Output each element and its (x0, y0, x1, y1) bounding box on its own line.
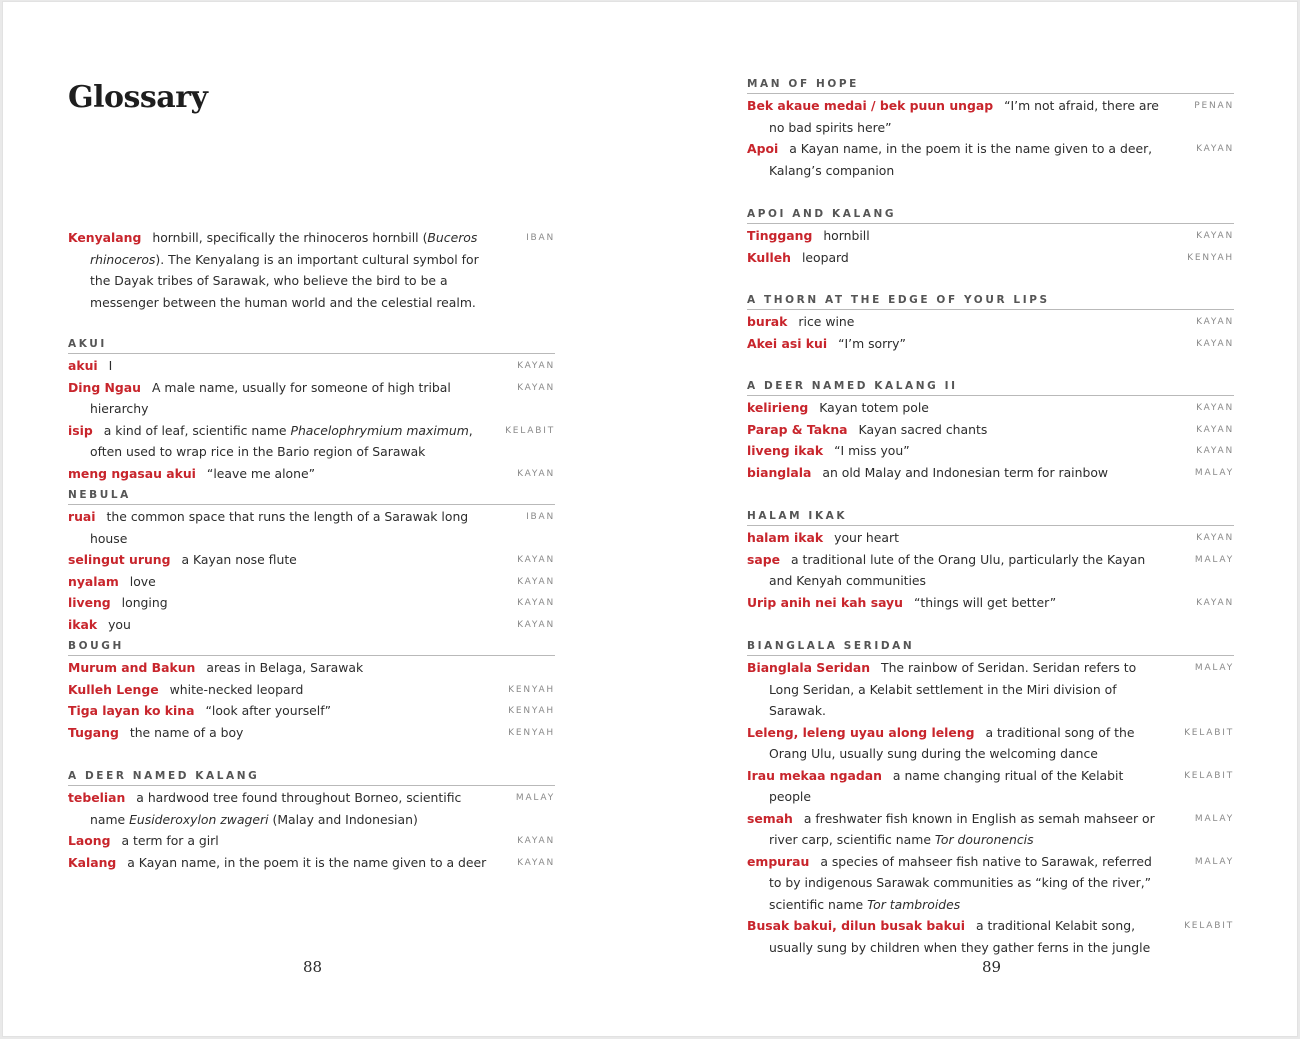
glossary-entry (747, 225, 1234, 247)
entry-definition: “I miss you” (834, 443, 910, 458)
entry-definition: a Kayan name, in the poem it is the name given to a deer (127, 854, 487, 870)
entry-definition: a freshwater fish known in English as semah mahseer or river carp, scientific name Tor douronencis (769, 810, 1155, 847)
page-number: 88 (303, 958, 323, 976)
entry-definition: rice wine (798, 314, 855, 329)
entry-language: KELABIT (1184, 770, 1234, 781)
entry-definition: Kayan sacred chants (858, 421, 988, 437)
entry-language: IBAN (526, 512, 555, 522)
entry-term: tebelian (68, 790, 126, 805)
entry-term: sape (747, 551, 781, 567)
entry-term: Ding Ngau (68, 379, 141, 395)
entry-definition: “look after yourself” (205, 703, 332, 718)
entry-term: ikak (68, 616, 98, 632)
entry-term: Tugang (68, 724, 119, 740)
entry-definition: longing (121, 595, 168, 610)
entry-language: KAYAN (517, 576, 555, 587)
section-heading: NEBULA (68, 488, 555, 505)
entry-language: KAYAN (517, 468, 555, 479)
entry-term: Laong (68, 833, 111, 848)
section-halam-ikak (747, 509, 1234, 613)
entry-term: kelirieng (747, 400, 809, 415)
entry-language: KENYAH (508, 727, 555, 738)
glossary-entry (68, 592, 555, 614)
section-bough (68, 639, 555, 743)
glossary-entry (747, 397, 1234, 419)
section-heading: A THORN AT THE EDGE OF YOUR LIPS (747, 293, 1234, 310)
entry-language: KAYAN (1196, 446, 1234, 456)
entry-language: KAYAN (1196, 338, 1234, 349)
glossary-entry (68, 679, 555, 701)
entry-language: KAYAN (517, 382, 555, 393)
glossary-entry (68, 722, 555, 744)
entry-language: KENYAH (1187, 252, 1234, 263)
entry-language: KAYAN (1196, 533, 1234, 543)
glossary-entry (68, 852, 555, 874)
entry-definition: an old Malay and Indonesian term for rainbow (822, 464, 1109, 480)
glossary-entry (747, 419, 1234, 441)
entry-definition: a traditional Kelabit song, usually sung by children when they gather ferns in the jungle (769, 918, 1151, 955)
section-a-thorn-at-the-edge-of-your-lips (747, 293, 1234, 354)
entry-definition: love (129, 573, 156, 589)
entry-term: nyalam (68, 573, 119, 589)
glossary-entry (747, 247, 1234, 269)
section-akui (68, 337, 555, 484)
entry-definition: a term for a girl (121, 833, 219, 848)
glossary-entry (68, 463, 555, 485)
entry-language: KAYAN (517, 836, 555, 846)
glossary-entry (747, 462, 1234, 484)
entry-language: IBAN (526, 233, 555, 243)
entry-language: KENYAH (508, 706, 555, 716)
section-heading: AKUI (68, 337, 555, 354)
glossary-entry (68, 657, 555, 679)
glossary-entry (68, 355, 555, 377)
glossary-entry (747, 333, 1234, 355)
entry-language: KELABIT (505, 425, 555, 436)
entry-language: MALAY (1194, 663, 1234, 673)
section-heading: HALAM IKAK (747, 509, 1234, 526)
entry-term: liveng ikak (747, 443, 824, 458)
entry-term: selingut urung (68, 552, 171, 567)
entry-term: empurau (747, 853, 810, 869)
entry-term: Kulleh Lenge (68, 681, 159, 697)
glossary-entry (747, 765, 1234, 808)
book-spread (3, 2, 1297, 1036)
glossary-entry (68, 787, 555, 830)
entry-language: MALAY (515, 793, 555, 803)
section-bianglala-seridan (747, 639, 1234, 958)
entry-definition: a name changing ritual of the Kelabit people (769, 767, 1124, 804)
entry-definition: “leave me alone” (206, 465, 316, 481)
entry-language: KAYAN (517, 361, 555, 371)
glossary-entry (747, 95, 1234, 138)
glossary-entry (747, 851, 1234, 916)
section-apoi-and-kalang (747, 207, 1234, 268)
glossary-entry (747, 549, 1234, 592)
entry-language: KAYAN (517, 619, 555, 630)
entry-definition: a traditional lute of the Orang Ulu, particularly the Kayan and Kenyah communities (769, 551, 1146, 588)
glossary-entry (68, 227, 555, 313)
entry-definition: areas in Belaga, Sarawak (206, 660, 364, 675)
entry-term: Kulleh (747, 249, 791, 265)
entry-term: burak (747, 314, 788, 329)
entry-definition: your heart (834, 530, 899, 545)
entry-definition: “I’m sorry” (838, 335, 906, 351)
glossary-entry (68, 377, 555, 420)
entry-term: Tinggang (747, 228, 813, 243)
entry-language: KELABIT (1184, 727, 1234, 738)
entry-definition: white-necked leopard (169, 681, 304, 697)
section-a-deer-named-kalang (68, 769, 555, 873)
left-page (68, 2, 555, 1036)
entry-term: halam ikak (747, 530, 824, 545)
entry-definition: the name of a boy (129, 724, 244, 740)
glossary-entry (68, 506, 555, 549)
entry-term: Irau mekaa ngadan (747, 767, 882, 783)
entry-language: KENYAH (508, 684, 555, 695)
entry-term: Busak bakui, dilun busak bakui (747, 918, 965, 933)
page-title: Glossary (68, 80, 208, 115)
entry-definition: a Kayan name, in the poem it is the name given to a deer, Kalang’s companion (769, 141, 1153, 178)
glossary-entry (68, 614, 555, 636)
glossary-entry (747, 915, 1234, 958)
entry-term: Akei asi kui (747, 335, 828, 351)
glossary-entry (68, 549, 555, 571)
entry-language: KAYAN (517, 555, 555, 565)
entry-language: KELABIT (1184, 921, 1234, 931)
entry-definition: leopard (801, 249, 849, 265)
entry-definition: a species of mahseer fish native to Sarawak, referred to by indigenous Sarawak communities as “king of the river,” scientific name Tor tambroides (769, 853, 1152, 912)
entry-definition: a traditional song of the Orang Ulu, usually sung during the welcoming dance (769, 724, 1135, 761)
entry-language: KAYAN (1196, 424, 1234, 435)
entry-language: KAYAN (517, 598, 555, 608)
entry-definition: Kayan totem pole (819, 400, 929, 415)
section-heading: BOUGH (68, 639, 555, 656)
entry-term: Murum and Bakun (68, 660, 196, 675)
entry-term: Bek akaue medai / bek puun ungap (747, 98, 994, 113)
entry-language: MALAY (1194, 856, 1234, 867)
glossary-entry (747, 527, 1234, 549)
entry-term: Kalang (68, 854, 117, 870)
entry-term: Parap & Takna (747, 421, 848, 437)
entry-language: MALAY (1194, 554, 1234, 565)
entry-term: liveng (68, 595, 111, 610)
section-heading: A DEER NAMED KALANG II (747, 379, 1234, 396)
entry-definition: you (108, 616, 131, 632)
entry-definition: A male name, usually for someone of high tribal hierarchy (90, 379, 451, 416)
entry-term: Bianglala Seridan (747, 660, 871, 675)
entry-term: Leleng, leleng uyau along leleng (747, 724, 975, 740)
entry-language: KAYAN (1196, 317, 1234, 327)
glossary-entry (68, 700, 555, 722)
entry-definition: a Kayan nose flute (181, 552, 297, 567)
entry-term: Apoi (747, 141, 779, 156)
entry-term: ruai (68, 509, 96, 524)
section-heading: A DEER NAMED KALANG (68, 769, 555, 786)
entry-definition: the common space that runs the length of a Sarawak long house (90, 509, 469, 546)
entry-definition: hornbill, specifically the rhinoceros hornbill (Buceros rhinoceros). The Kenyalang is an important cultural symbol for the Dayak tribes of Sarawak, who believe the bird to be a messenger between the human world and the celestial realm. (90, 230, 479, 310)
entry-language: KAYAN (517, 857, 555, 868)
section-heading: MAN OF HOPE (747, 77, 1234, 94)
entry-language: MALAY (1194, 467, 1234, 478)
glossary-entry (747, 311, 1234, 333)
entry-definition: I (108, 358, 113, 373)
entry-language: PENAN (1194, 101, 1234, 111)
entry-term: Tiga layan ko kina (68, 703, 195, 718)
entry-language: MALAY (1194, 813, 1234, 824)
entry-language: KAYAN (1196, 231, 1234, 241)
entry-definition: “I’m not afraid, there are no bad spirits here” (769, 98, 1159, 135)
glossary-entry (747, 138, 1234, 181)
section-heading: BIANGLALA SERIDAN (747, 639, 1234, 656)
entry-definition: The rainbow of Seridan. Seridan refers to Long Seridan, a Kelabit settlement in the Miri division of Sarawak. (769, 660, 1137, 718)
entry-term: Kenyalang (68, 230, 142, 245)
section-heading: APOI AND KALANG (747, 207, 1234, 224)
glossary-entry (747, 808, 1234, 851)
entry-definition: “things will get better” (913, 594, 1057, 610)
entry-term: semah (747, 810, 793, 826)
entry-term: Urip anih nei kah sayu (747, 594, 903, 610)
page-number: 89 (982, 958, 1002, 976)
entry-term: bianglala (747, 464, 812, 480)
glossary-entry (68, 830, 555, 852)
intro-section (68, 227, 555, 313)
entry-term: meng ngasau akui (68, 465, 196, 481)
glossary-entry (68, 571, 555, 593)
right-page (747, 2, 1234, 1036)
entry-term: akui (68, 358, 98, 373)
glossary-entry (747, 657, 1234, 722)
section-man-of-hope (747, 77, 1234, 181)
entry-definition: a kind of leaf, scientific name Phacelophrymium maximum, often used to wrap rice in the Bario region of Sarawak (90, 422, 473, 459)
glossary-entry (747, 592, 1234, 614)
entry-language: KAYAN (1196, 597, 1234, 608)
entry-language: KAYAN (1196, 403, 1234, 413)
glossary-entry (68, 420, 555, 463)
entry-definition: a hardwood tree found throughout Borneo, scientific name Eusideroxylon zwageri (Malay and Indonesian) (90, 790, 462, 827)
entry-definition: hornbill (823, 228, 870, 243)
glossary-entry (747, 440, 1234, 462)
entry-language: KAYAN (1196, 144, 1234, 154)
section-a-deer-named-kalang-ii (747, 379, 1234, 483)
entry-term: isip (68, 422, 93, 438)
glossary-entry (747, 722, 1234, 765)
section-nebula (68, 488, 555, 635)
